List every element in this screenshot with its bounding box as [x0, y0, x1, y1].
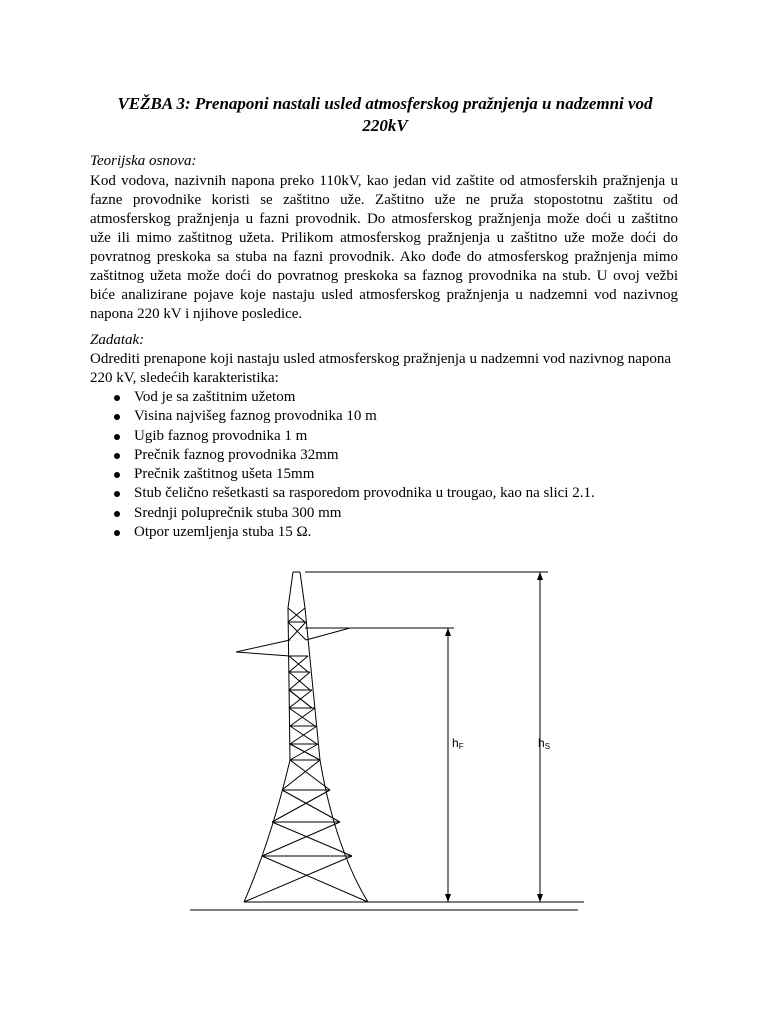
theory-line: napona 220 kV i njihove posledice. — [90, 306, 303, 322]
page-title — [90, 93, 680, 137]
tower-peak-right — [300, 572, 305, 608]
bullet-item: Prečnik faznog provodnika 32mm — [112, 446, 595, 465]
right-crossarm-bottom — [306, 628, 350, 640]
bullet-item: Stub čelično rešetkasti sa rasporedom provodnika u trougao, kao na slici 2.1. — [112, 484, 595, 503]
theory-paragraph — [90, 172, 678, 324]
hs-arrow-bottom — [537, 894, 543, 902]
left-crossarm-bottom — [236, 652, 290, 656]
left-crossarm-top — [236, 640, 290, 652]
hs-label: hS — [538, 736, 551, 751]
task-heading: Zadatak: — [90, 332, 145, 348]
hs-arrow-top — [537, 572, 543, 580]
theory-line: biće analizirane pojave koje nastaju usled atmosferskog pražnjenja u nadzemni vod nazivnog — [90, 287, 678, 303]
tower-diagram — [180, 560, 590, 920]
hf-arrow-top — [445, 628, 451, 636]
theory-line: atmosferskog pražnjenja u fazni provodnik. Do atmosferskog pražnjenja može doći u zaštitno — [90, 211, 678, 227]
theory-line: zaštitnog užeta može doći do povratnog preskoka sa faznog provodnika na stub. U ovoj vežbi — [90, 268, 678, 284]
title-line-2: 220kV — [362, 116, 408, 135]
theory-heading: Teorijska osnova: — [90, 153, 197, 169]
bullet-item: Vod je sa zaštitnim užetom — [112, 388, 595, 407]
task-intro-line: 220 kV, sledećih karakteristika: — [90, 370, 279, 386]
theory-line: Kod vodova, nazivnih napona preko 110kV, kao jedan vid zaštite od atmosferskih pražnjenja u — [90, 173, 678, 189]
hf-label: hF — [452, 736, 464, 751]
task-intro — [90, 350, 680, 388]
task-bullet-list — [112, 388, 595, 542]
bullet-item: Srednji poluprečnik stuba 300 mm — [112, 504, 595, 523]
bullet-item: Visina najvišeg faznog provodnika 10 m — [112, 407, 595, 426]
tower-shaft-left — [288, 608, 290, 760]
tower-figure — [180, 560, 590, 920]
theory-line: uže ili mimo zaštitnog užeta. Prilikom atmosferskog pražnjenja u zaštitno uže može doći do — [90, 230, 678, 246]
theory-line: povratnog preskoka sa stuba na fazni provodnik. Ako dođe do atmosferskog pražnjenja mimo — [90, 249, 678, 265]
task-intro-line: Odrediti prenapone koji nastaju usled atmosferskog pražnjenja u nadzemni vod nazivnog napona — [90, 351, 672, 367]
bullet-item: Otpor uzemljenja stuba 15 Ω. — [112, 523, 595, 542]
tower-leg-left — [244, 760, 290, 902]
tower-leg-right — [320, 760, 368, 902]
hf-arrow-bottom — [445, 894, 451, 902]
bullet-item: Ugib faznog provodnika 1 m — [112, 427, 595, 446]
theory-line: fazne provodnike koristi se zaštitno uže. Zaštitno uže ne pruža stopostotnu zaštitu od — [90, 192, 678, 208]
tower-peak-left — [288, 572, 293, 608]
bullet-item: Prečnik zaštitnog ušeta 15mm — [112, 465, 595, 484]
title-line-1: VEŽBA 3: Prenaponi nastali usled atmosferskog pražnjenja u nadzemni vod — [117, 94, 653, 113]
